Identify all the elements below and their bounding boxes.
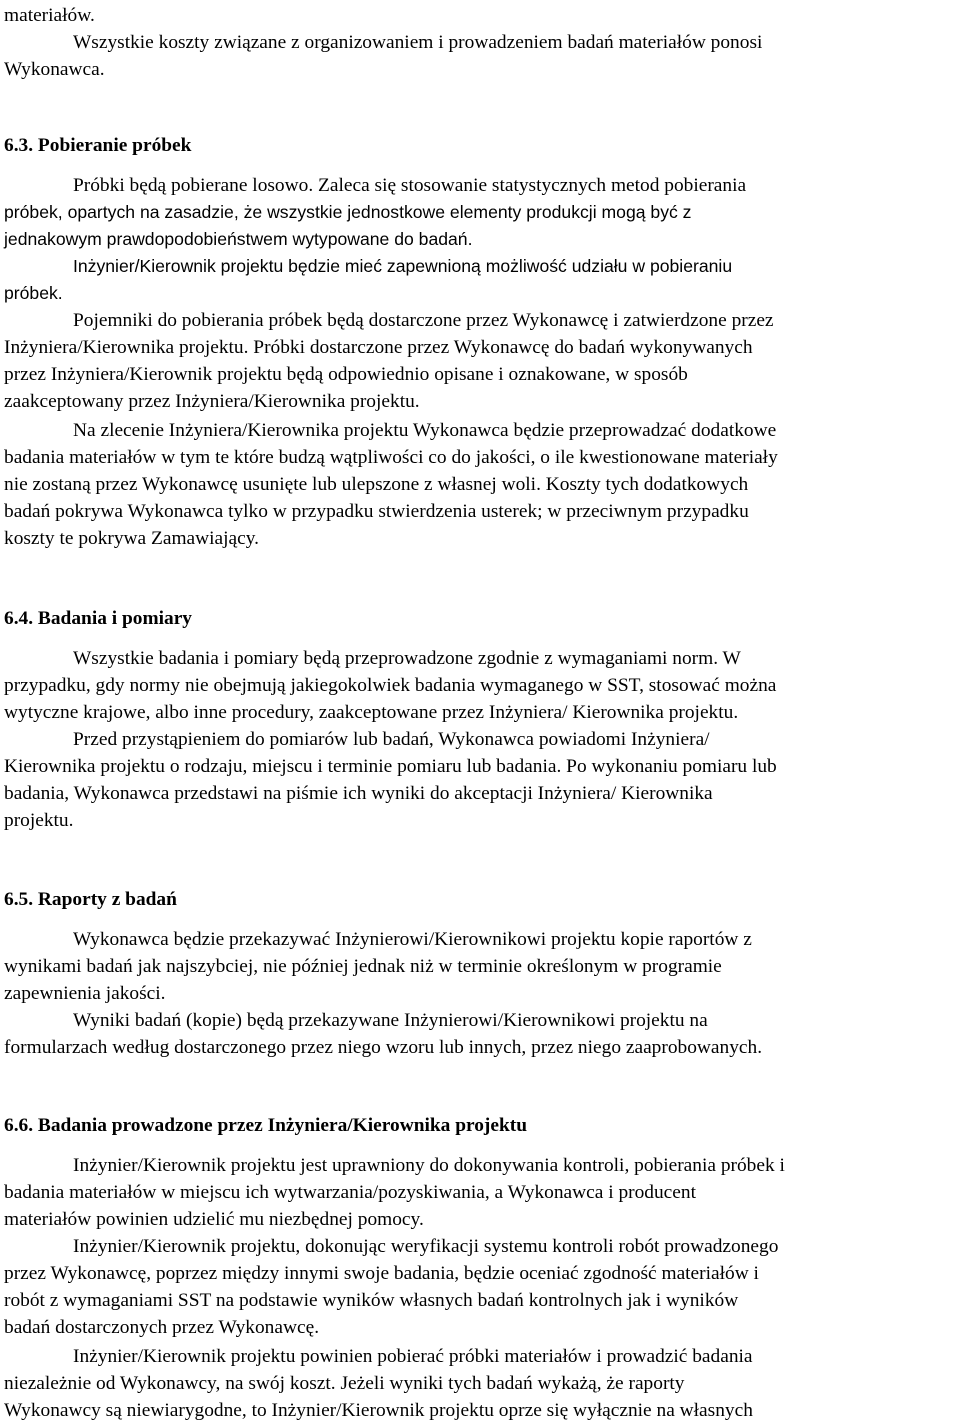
text-line: robót z wymaganiami SST na podstawie wyników własnych badań kontrolnych jak i wyników — [4, 1290, 739, 1311]
text-line: próbek. — [4, 283, 63, 303]
text-line: Wykonawca będzie przekazywać Inżynierowi/Kierownikowi projektu kopie raportów z — [73, 929, 752, 950]
text-line: przypadku, gdy normy nie obejmują jakiegokolwiek badania wymaganego w SST, stosować można — [4, 675, 777, 696]
text-line: przez Inżyniera/Kierownik projektu będą odpowiednio opisane i oznakowane, w sposób — [4, 364, 688, 385]
text-line: koszty te pokrywa Zamawiający. — [4, 528, 260, 549]
text-line: Próbki będą pobierane losowo. Zaleca się stosowanie statystycznych metod pobierania — [73, 175, 747, 196]
section-heading-6-3: 6.3. Pobieranie próbek — [4, 135, 192, 156]
text-line: Na zlecenie Inżyniera/Kierownika projektu Wykonawca będzie przeprowadzać dodatkowe — [73, 420, 777, 441]
text-line: wynikami badań jak najszybciej, nie później jednak niż w terminie określonym w programie — [4, 956, 722, 977]
text-line: badania materiałów w tym te które budzą wątpliwości co do jakości, o ile kwestionowane materiały — [4, 447, 778, 468]
section-heading-6-4: 6.4. Badania i pomiary — [4, 608, 193, 629]
text-line: Inżynier/Kierownik projektu będzie mieć zapewnioną możliwość udziału w pobieraniu — [73, 256, 733, 276]
text-line: Inżynier/Kierownik projektu jest uprawniony do dokonywania kontroli, pobierania próbek i — [73, 1155, 785, 1176]
text-line: Przed przystąpieniem do pomiarów lub badań, Wykonawca powiadomi Inżyniera/ — [73, 729, 710, 750]
text-line: jednakowym prawdopodobieństwem wytypowane do badań. — [4, 229, 473, 249]
section-heading-6-6: 6.6. Badania prowadzone przez Inżyniera/Kierownika projektu — [4, 1115, 528, 1136]
section-heading-6-5: 6.5. Raporty z badań — [4, 889, 177, 910]
text-line: wytyczne krajowe, albo inne procedury, zaakceptowane przez Inżyniera/ Kierownika projektu. — [4, 702, 739, 723]
text-line: Kierownika projektu o rodzaju, miejscu i terminie pomiaru lub badania. Po wykonaniu pomiaru lub — [4, 756, 777, 777]
text-line: badań dostarczonych przez Wykonawcę. — [4, 1317, 320, 1338]
text-line: projektu. — [4, 810, 74, 831]
text-line: Wykonawcy są niewiarygodne, to Inżynier/Kierownik projektu oprze się wyłącznie na własnych — [4, 1400, 753, 1421]
text-line: Wykonawca. — [4, 59, 105, 80]
text-line: przez Wykonawcę, poprzez między innymi swoje badania, będzie oceniać zgodność materiałów i — [4, 1263, 759, 1284]
text-line: Inżynier/Kierownik projektu powinien pobierać próbki materiałów i prowadzić badania — [73, 1346, 753, 1367]
text-line: zapewnienia jakości. — [4, 983, 166, 1004]
text-line: formularzach według dostarczonego przez niego wzoru lub innych, przez niego zaaprobowanych. — [4, 1037, 763, 1058]
text-line: badania, Wykonawca przedstawi na piśmie ich wyniki do akceptacji Inżyniera/ Kierownika — [4, 783, 713, 804]
text-line: Inżyniera/Kierownika projektu. Próbki dostarczone przez Wykonawcę do badań wykonywanych — [4, 337, 753, 358]
text-line: materiałów powinien udzielić mu niezbędnej pomocy. — [4, 1209, 424, 1230]
text-line: badań pokrywa Wykonawca tylko w przypadku stwierdzenia usterek; w przeciwnym przypadku — [4, 501, 749, 522]
text-line: Inżynier/Kierownik projektu, dokonując weryfikacji systemu kontroli robót prowadzonego — [73, 1236, 779, 1257]
text-line: nie zostaną przez Wykonawcę usunięte lub ulepszone z własnej woli. Koszty tych dodatkowych — [4, 474, 749, 495]
text-line: Wyniki badań (kopie) będą przekazywane Inżynierowi/Kierownikowi projektu na — [73, 1010, 708, 1031]
text-line: Pojemniki do pobierania próbek będą dostarczone przez Wykonawcę i zatwierdzone przez — [73, 310, 774, 331]
text-line: Wszystkie badania i pomiary będą przeprowadzone zgodnie z wymaganiami norm. W — [73, 648, 741, 669]
text-line: próbek, opartych na zasadzie, że wszystkie jednostkowe elementy produkcji mogą być z — [4, 202, 692, 222]
text-line: Wszystkie koszty związane z organizowaniem i prowadzeniem badań materiałów ponosi — [73, 32, 763, 53]
text-line: zaakceptowany przez Inżyniera/Kierownika projektu. — [4, 391, 420, 412]
text-line: niezależnie od Wykonawcy, na swój koszt. Jeżeli wyniki tych badań wykażą, że raporty — [4, 1373, 685, 1394]
text-line: materiałów. — [4, 5, 95, 26]
text-line: badania materiałów w miejscu ich wytwarzania/pozyskiwania, a Wykonawca i producent — [4, 1182, 696, 1203]
